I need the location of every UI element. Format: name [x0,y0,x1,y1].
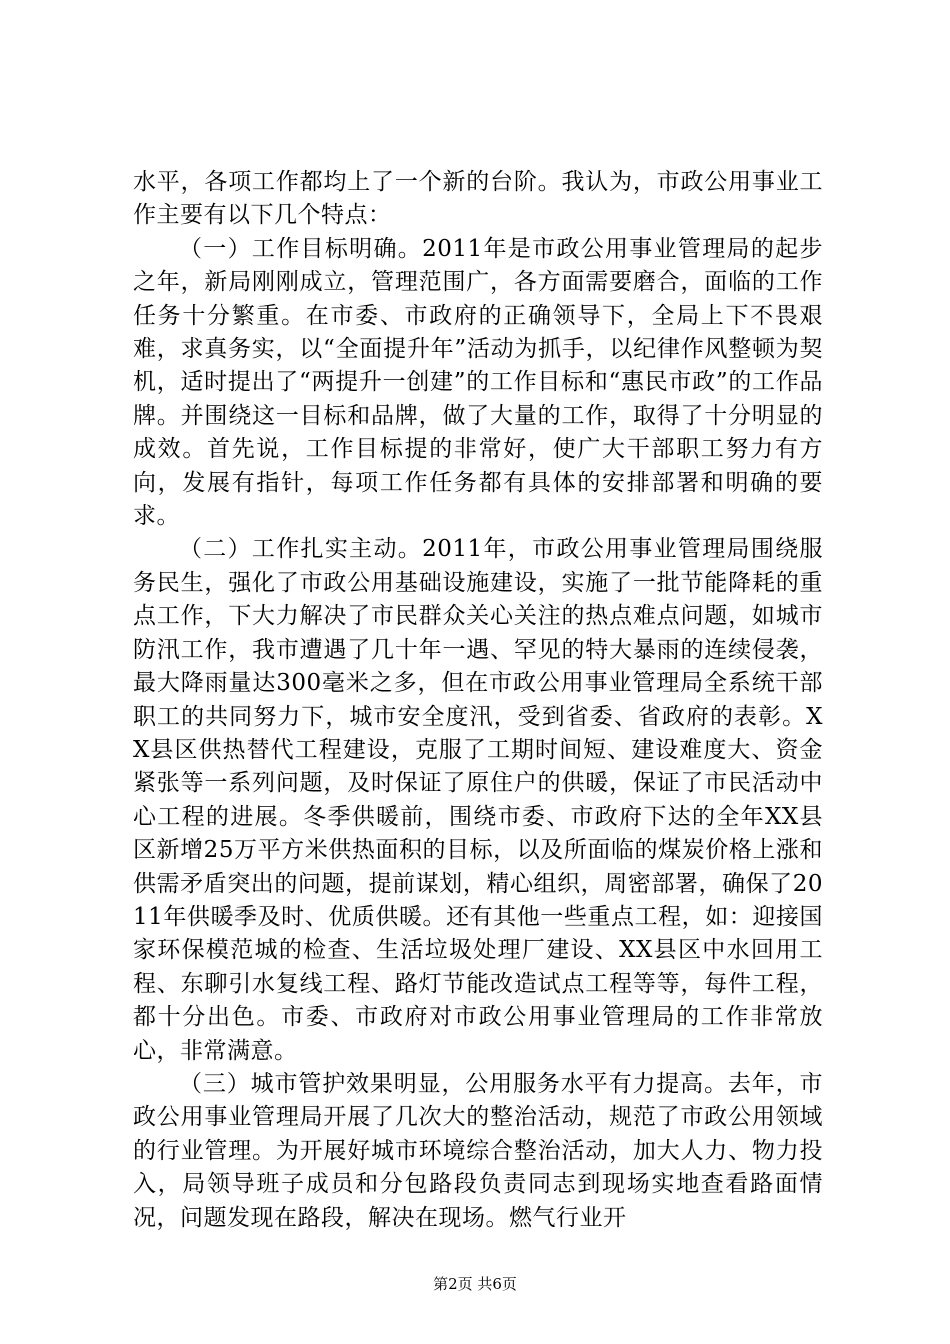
paragraph-point-3: （三）城市管护效果明显，公用服务水平有力提高。去年，市政公用事业管理局开展了几次大的整治活动，规范了市政公用领域的行业管理。为开展好城市环境综合整治活动，加大人力、物力投入，局领导班子成员和分包路段负责同志到现场实地查看路面情况，问题发现在路段，解决在现场。燃气行业开 [133,1070,823,1231]
paragraph-point-2: （二）工作扎实主动。2011年，市政公用事业管理局围绕服务民生，强化了市政公用基础设施建设，实施了一批节能降耗的重点工作，下大力解决了市民群众关心关注的热点难点问题，如城市防汛工作，我市遭遇了几十年一遇、罕见的特大暴雨的连续侵袭，最大降雨量达300毫米之多，但在市政公用事业管理局全系统干部职工的共同努力下，城市安全度汛，受到省委、省政府的表彰。XX县区供热替代工程建设，克服了工期时间短、建设难度大、资金紧张等一系列问题，及时保证了原住户的供暖，保证了市民活动中心工程的进展。冬季供暖前，围绕市委、市政府下达的全年XX县区新增25万平方米供热面积的目标，以及所面临的煤炭价格上涨和供需矛盾突出的问题，提前谋划，精心组织，周密部署，确保了2011年供暖季及时、优质供暖。还有其他一些重点工程，如：迎接国家环保模范城的检查、生活垃圾处理厂建设、XX县区中水回用工程、东聊引水复线工程、路灯节能改造试点工程等等，每件工程，都十分出色。市委、市政府对市政公用事业管理局的工作非常放心，非常满意。 [133,536,823,1064]
paragraph-point-1: （一）工作目标明确。2011年是市政公用事业管理局的起步之年，新局刚刚成立，管理范围广，各方面需要磨合，面临的工作任务十分繁重。在市委、市政府的正确领导下，全局上下不畏艰难，求真务实，以“全面提升年”活动为抓手，以纪律作风整顿为契机，适时提出了“两提升一创建”的工作目标和“惠民市政”的工作品牌。并围绕这一目标和品牌，做了大量的工作，取得了十分明显的成效。首先说，工作目标提的非常好，使广大干部职工努力有方向，发展有指针，每项工作任务都有具体的安排部署和明确的要求。 [133,235,823,530]
page-footer: 第2页 共6页 [433,1275,517,1293]
document-body [133,166,823,1235]
paragraph-intro: 水平，各项工作都均上了一个新的台阶。我认为，市政公用事业工作主要有以下几个特点： [133,169,823,229]
